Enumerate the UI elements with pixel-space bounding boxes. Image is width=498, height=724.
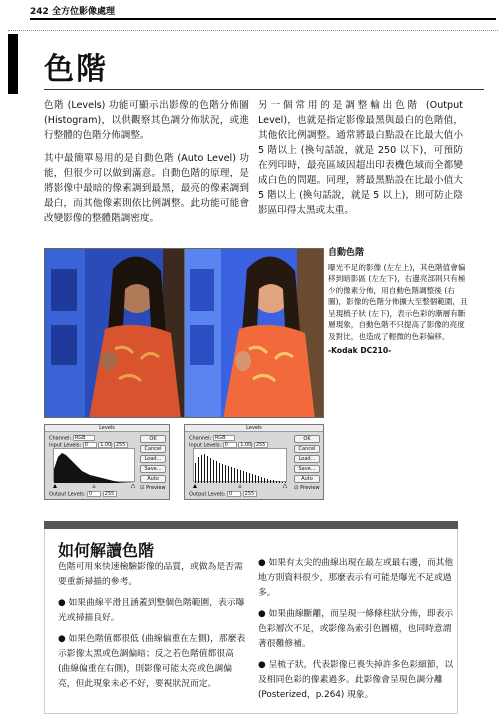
histogram xyxy=(53,448,135,482)
ok-button[interactable]: OK xyxy=(140,435,166,443)
sidebar-band xyxy=(44,521,458,529)
save-button[interactable]: Save... xyxy=(294,465,320,473)
page-title: 色階 xyxy=(44,52,108,87)
right-paragraph: 另一個常用的是調整輸出色階 (Output Level)，也就是指定影像最黑與最白的色階值，其他依比例調整。通常將最白點設在比最大值小 5 階以上 (換句話說，就是 250 以下)，可預防在列印時，最亮區域因超出印表機色域而全都變成白色的問題。同理，將最黑點設在比最小值大 5 階以上 (換句話說，就是 5 以上)，則可防止陰影區印得太黑或太重。 xyxy=(258,100,463,216)
dialog-buttons xyxy=(140,435,166,491)
output-levels-row xyxy=(49,491,117,498)
output-black-field[interactable]: 0 xyxy=(87,491,101,497)
levels-dialog-after xyxy=(184,424,324,500)
side-tab xyxy=(8,34,18,94)
channel-label: Channel: xyxy=(49,435,72,442)
preview-checkbox[interactable]: ☑ Preview xyxy=(140,485,166,491)
input-white-field[interactable]: 255 xyxy=(114,442,128,448)
load-button[interactable]: Load... xyxy=(294,455,320,463)
sidebar-bullet: ● 如果曲線平滑且涵蓋到整個色階範圍，表示曝光或掃描良好。 xyxy=(58,598,245,623)
channel-row xyxy=(49,435,95,442)
output-white-field[interactable]: 255 xyxy=(103,491,117,497)
sidebar-intro: 色階可用來快速檢驗影像的品質，或做為是否需要重新掃描的參考。 xyxy=(58,562,243,587)
input-gamma-field[interactable]: 1.00 xyxy=(240,442,252,448)
sidebar-bullet: ● 如果有太尖的曲線出現在最左或最右邊，而其他地方則資料很少，那麼表示有可能是曝光不足或過多。 xyxy=(258,558,454,598)
ok-button[interactable]: OK xyxy=(294,435,320,443)
output-levels-label: Output Levels: xyxy=(49,491,86,498)
left-paragraph: 色階 (Levels) 功能可顯示出影像的色階分佈圖 (Histogram)，以供觀察其色調分佈狀況，或進行整體的色階分佈調整。 xyxy=(44,100,249,141)
preview-label: Preview xyxy=(146,485,166,491)
running-header xyxy=(30,4,115,17)
auto-button[interactable]: Auto xyxy=(140,475,166,483)
sidebar-bullet: ● 如果色階值都很低 (曲線偏重在左側)，那麼表示影像太黑或色調偏暗；反之若色階值都很高 (曲線偏重在右側)，則影像可能太亮或色調偏亮，但此現象未必不好，要視狀況而定。 xyxy=(58,634,246,689)
input-slider[interactable] xyxy=(53,484,135,488)
load-button[interactable]: Load... xyxy=(140,455,166,463)
left-paragraph: 其中最簡單易用的是自動色階 (Auto Level) 功能，但很少可以做到滿意。自動色階的原理，是將影像中最暗的像素調到最黑，最亮的像素調到最白，而其他像素則依比例調整。此功能可能會改變影像的整體階調密度。 xyxy=(44,153,249,224)
channel-label: Channel: xyxy=(189,435,212,442)
title-rule xyxy=(44,89,484,90)
input-black-field[interactable]: 0 xyxy=(83,442,97,448)
preview-checkbox[interactable]: ☑ Preview xyxy=(294,485,320,491)
input-black-field[interactable]: 0 xyxy=(223,442,237,448)
page-header xyxy=(8,4,498,34)
input-levels-label: Input Levels: xyxy=(189,442,222,449)
channel-select[interactable]: RGB xyxy=(73,435,95,441)
input-levels-label: Input Levels: xyxy=(49,442,82,449)
histogram xyxy=(193,448,287,482)
caption-title: 自動色階 xyxy=(328,248,365,258)
running-title: 全方位影像處理 xyxy=(51,7,115,17)
levels-dialog-before xyxy=(44,424,170,500)
left-column xyxy=(44,98,249,234)
channel-select[interactable]: RGB xyxy=(213,435,235,441)
input-white-field[interactable]: 255 xyxy=(254,442,268,448)
page-number: 242 xyxy=(30,7,49,17)
sidebar-right-column xyxy=(258,556,458,709)
output-white-field[interactable]: 255 xyxy=(243,491,257,497)
caption-credit: -Kodak DC210- xyxy=(328,346,392,355)
channel-row xyxy=(189,435,235,442)
sidebar-title: 如何解讀色階 xyxy=(58,541,155,560)
cancel-button[interactable]: Cancel xyxy=(294,445,320,453)
caption-body: 曝光不足的影像 (左左上)，其色階值會偏移到暗影區 (左左下)，右邊亮部則只有極少的像素分佈，用自動色階調整後 (右圖)，影像的色階分佈擴大至整個範圍，且呈現梳子狀 (左下)，表示色彩的漸層有斷層現象，自動色階不只提高了影像的亮度及對比，也造成了輕微的色彩偏移。 xyxy=(328,262,468,341)
cancel-button[interactable]: Cancel xyxy=(140,445,166,453)
preview-label: Preview xyxy=(300,485,320,491)
right-column xyxy=(258,98,463,226)
photo-before xyxy=(44,248,192,418)
output-levels-label: Output Levels: xyxy=(189,491,226,498)
input-gamma-field[interactable]: 1.00 xyxy=(100,442,112,448)
dialog-title: Levels xyxy=(45,425,169,432)
input-slider[interactable] xyxy=(193,484,287,488)
header-rule xyxy=(30,18,496,20)
header-dotted-line xyxy=(8,30,498,31)
dialog-title: Levels xyxy=(185,425,323,432)
sidebar-bullet: ● 如果曲線斷離，而呈現一條條柱狀分佈，即表示色彩層次不足，或影像為索引色圖檔，也同時意謂著很難修補。 xyxy=(258,609,454,649)
photo-after xyxy=(184,248,324,418)
figure-caption xyxy=(328,248,468,357)
save-button[interactable]: Save... xyxy=(140,465,166,473)
auto-button[interactable]: Auto xyxy=(294,475,320,483)
output-levels-row xyxy=(189,491,257,498)
sidebar-bullet: ● 呈梳子狀，代表影像已喪失掉許多色彩細節，以及相同色彩的像素過多。此影像會呈現色調分離 (Posterized，p.264) 現象。 xyxy=(258,660,454,700)
output-black-field[interactable]: 0 xyxy=(227,491,241,497)
sidebar-left-column xyxy=(58,560,248,698)
dialog-buttons xyxy=(294,435,320,491)
